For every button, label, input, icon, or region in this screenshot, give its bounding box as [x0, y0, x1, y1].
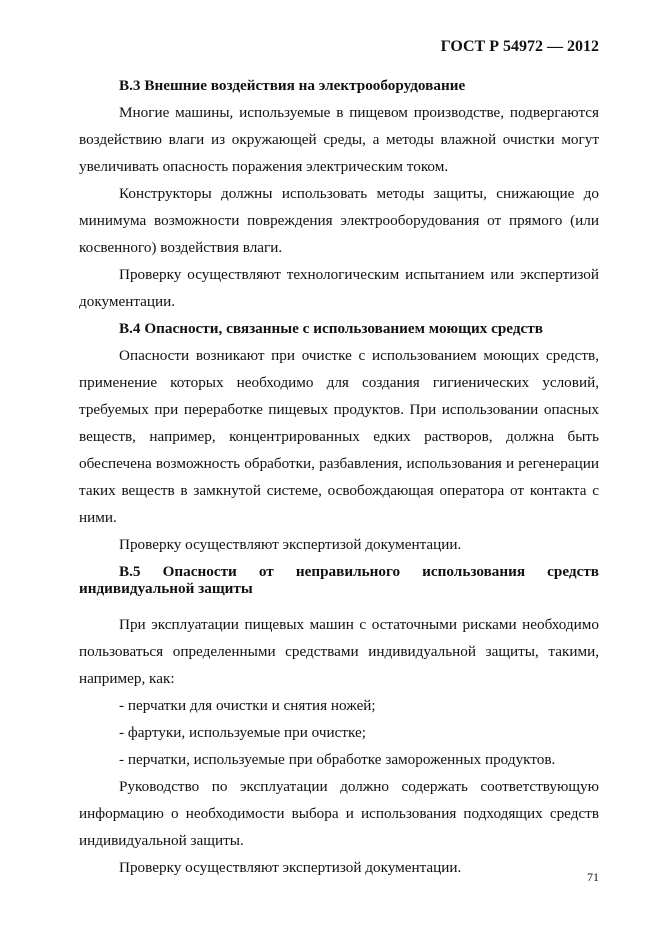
page-number: 71 [587, 870, 599, 884]
paragraph: При эксплуатации пищевых машин с остаточными рисками необходимо пользоваться определенными средствами индивидуальной защиты, такими, например, как: [79, 616, 599, 687]
section-heading-b4: В.4 Опасности, связанные с использованием моющих средств [119, 320, 543, 337]
paragraph: Опасности возникают при очистке с использованием моющих средств, применение которых необходимо для создания гигиенических условий, требуемых при переработке пищевых продуктов. При использовании опасных веществ, например, концентрированных едких растворов, должна быть обеспечена возможность обработки, разбавления, использования и регенерации таких веществ в замкнутой системе, освобождающая оператора от контакта с ними. [79, 347, 599, 526]
paragraph: Руководство по эксплуатации должно содержать соответствующую информацию о необходимости выбора и использования подходящих средств индивидуальной защиты. [79, 778, 599, 849]
paragraph: Многие машины, используемые в пищевом производстве, подвергаются воздействию влаги из окружающей среды, а методы влажной очистки могут увеличивать опасность поражения электрическим током. [79, 104, 599, 175]
section-heading-b3: В.3 Внешние воздействия на электрооборудование [119, 77, 466, 94]
paragraph: Проверку осуществляют экспертизой документации. [119, 536, 462, 553]
paragraph: Проверку осуществляют экспертизой документации. [119, 859, 462, 876]
list-item: - фартуки, используемые при очистке; [119, 724, 366, 741]
section-heading-b5: В.5 Опасности от неправильного использования средств индивидуальной защиты [79, 563, 599, 597]
standard-code-header: ГОСТ Р 54972 — 2012 [440, 38, 599, 55]
paragraph: Проверку осуществляют технологическим испытанием или экспертизой документации. [79, 266, 599, 310]
list-item: - перчатки, используемые при обработке замороженных продуктов. [119, 751, 556, 768]
paragraph: Конструкторы должны использовать методы защиты, снижающие до минимума возможности повреждения электрооборудования от прямого (или косвенного) воздействия влаги. [79, 185, 599, 256]
document-body [79, 72, 599, 881]
list-item: - перчатки для очистки и снятия ножей; [119, 697, 376, 714]
